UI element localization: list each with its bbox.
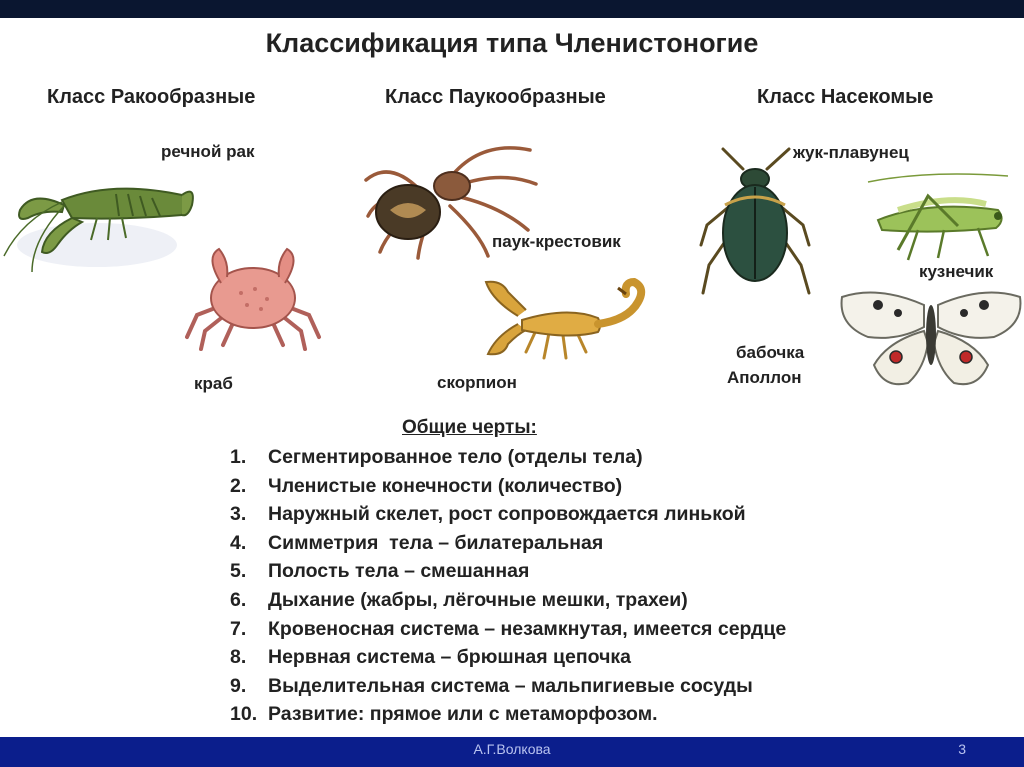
animal-label-spider: паук-крестовик: [492, 232, 621, 251]
animal-label-butterfly: бабочка: [736, 343, 805, 362]
butterfly-icon: [838, 285, 1024, 393]
list-item: 1. Сегментированное тело (отделы тела): [230, 446, 643, 468]
list-item: 4. Симметрия тела – билатеральная: [230, 531, 604, 554]
animal-label-crayfish: речной рак: [161, 142, 255, 161]
class-heading-crustaceans: Класс Ракообразные: [47, 86, 256, 108]
animal-label-crab: краб: [194, 374, 233, 393]
list-item: 3. Наружный скелет, рост сопровождается линькой: [230, 503, 746, 526]
list-item: 8. Нервная система – брюшная цепочка: [230, 646, 631, 669]
animal-label-diving-beetle: жук-плавунец: [793, 143, 909, 162]
slide-title: Классификация типа Членистоногие: [265, 28, 759, 58]
traits-heading: Общие черты:: [402, 417, 537, 438]
footer-author: А.Г.Волкова: [473, 741, 551, 757]
top-bar: [0, 0, 1024, 18]
list-item: 2. Членистые конечности (количество): [230, 474, 623, 497]
list-item: 10. Развитие: прямое или с метаморфозом.: [230, 703, 658, 726]
scorpion-icon: [478, 276, 653, 368]
diving-beetle-icon: [697, 145, 815, 297]
animal-label-apollo: Аполлон: [727, 368, 802, 387]
animal-label-scorpion: скорпион: [437, 373, 517, 392]
crab-icon: [183, 243, 323, 358]
list-item: 7. Кровеносная система – незамкнутая, имеется сердце: [230, 617, 787, 640]
grasshopper-icon: [858, 170, 1018, 265]
class-heading-arachnids: Класс Паукообразные: [385, 86, 606, 108]
class-heading-insects: Класс Насекомые: [757, 86, 934, 108]
list-item: 6. Дыхание (жабры, лёгочные мешки, трахеи): [230, 588, 688, 611]
list-item: 5. Полость тела – смешанная: [230, 560, 530, 583]
crayfish-icon: [2, 160, 197, 275]
list-item: 9. Выделительная система – мальпигиевые сосуды: [230, 674, 753, 697]
traits-list: [230, 446, 786, 732]
animal-label-grasshopper: кузнечик: [919, 262, 994, 281]
page-number: 3: [958, 741, 966, 757]
